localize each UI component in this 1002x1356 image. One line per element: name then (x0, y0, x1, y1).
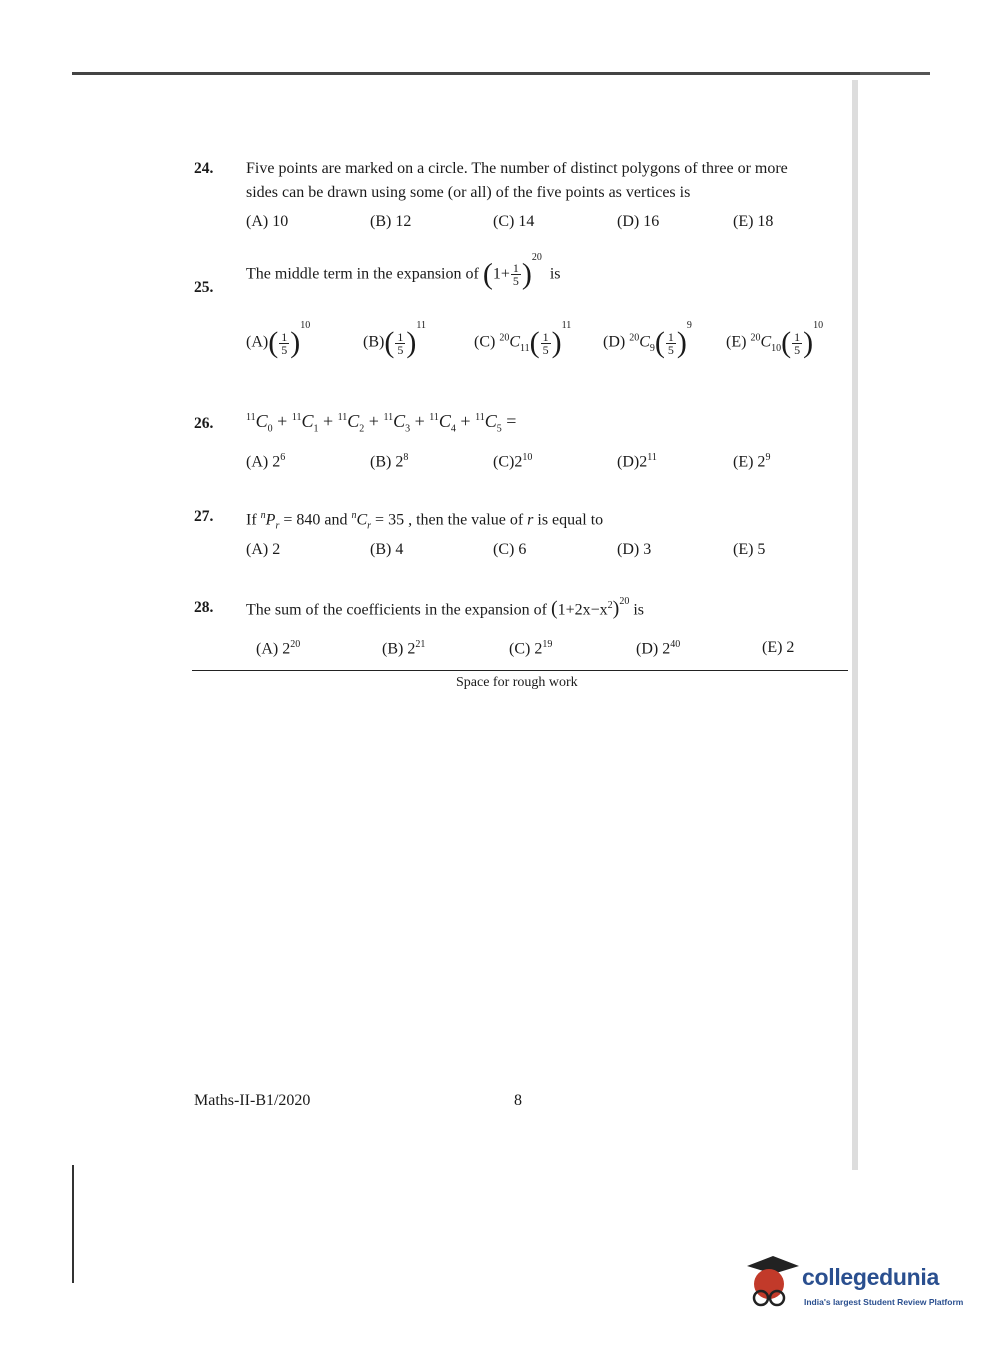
option-d[interactable]: (D) 16 (617, 213, 660, 230)
option-d[interactable]: $(D)2^{11}$ (617, 452, 657, 471)
top-rule (72, 72, 862, 75)
question-25-pre: The middle term in the expansion of (246, 265, 479, 283)
question-number: 26. (194, 415, 214, 432)
option-d[interactable]: (D) $2^{40}$ (636, 639, 681, 658)
option-b[interactable]: (B) $2^8$ (370, 452, 409, 471)
expr-one: 1+ (492, 265, 510, 283)
option-a[interactable]: (A) $2^6$ (246, 452, 286, 471)
option-e[interactable]: (E) 18 (733, 213, 774, 230)
option-e[interactable]: (E) 5 (733, 541, 766, 558)
option-a[interactable]: (A) $2^{20}$ (256, 639, 301, 658)
option-b[interactable]: (B) $2^{21}$ (382, 639, 426, 658)
question-24-line2: sides can be drawn using some (or all) of the five points as vertices is (246, 184, 691, 201)
option-e[interactable]: (E) $^{20}C_{10}$( $\frac{1}{5}$ )$^{10}$ (726, 320, 824, 359)
logo-name: collegedunia (802, 1264, 939, 1290)
question-25-post: is (549, 265, 561, 283)
option-e[interactable]: (E) $2^9$ (733, 452, 771, 471)
question-26-expression: $^{11}C_0 + ^{11}C_1 + ^{11}C_2 + ^{11}C_3 + ^{11}C_4 + ^{11}C_5$ = (246, 411, 517, 435)
section-divider (192, 670, 848, 671)
option-e[interactable]: (E) 2 (762, 639, 795, 656)
option-c[interactable]: (C) 6 (493, 541, 527, 558)
question-number: 25. (194, 279, 214, 296)
question-24-line1: Five points are marked on a circle. The number of distinct polygons of three or more (246, 160, 788, 177)
top-rule-right (860, 72, 930, 75)
fraction: $\frac{1}{5}$ (512, 261, 519, 289)
page-edge-shadow (852, 80, 858, 1170)
option-b[interactable]: (B) 4 (370, 541, 404, 558)
option-d[interactable]: (D) 3 (617, 541, 652, 558)
option-a[interactable]: (A)( $\frac{1}{5}$ )$^{10}$ (246, 320, 311, 359)
page-number: 8 (514, 1092, 522, 1109)
question-number: 28. (194, 599, 214, 616)
option-a[interactable]: (A) 2 (246, 541, 281, 558)
question-27-text: If $^nP_r = 840$ and $^nC_r = 35$ , then the value of r is equal to (246, 510, 604, 532)
question-25-text: The middle term in the expansion of (1+ $\frac{1}{5}$ )$^{20}$ is (246, 252, 561, 291)
question-28-text: The sum of the coefficients in the expansion of $(1+2x-x^2)^{20}$ is (246, 596, 645, 620)
question-number: 27. (194, 508, 214, 525)
collegedunia-logo-icon (743, 1252, 803, 1312)
option-c[interactable]: (C) $^{20}C_{11}$( $\frac{1}{5}$ )$^{11}$ (474, 320, 572, 359)
question-number: 24. (194, 160, 214, 177)
paper-code: Maths-II-B1/2020 (194, 1092, 311, 1109)
option-a[interactable]: (A) 10 (246, 213, 289, 230)
left-edge-line (72, 1165, 74, 1283)
logo-tagline: India's largest Student Review Platform (804, 1297, 964, 1307)
option-b[interactable]: (B) 12 (370, 213, 412, 230)
option-c[interactable]: (C) $2^{19}$ (509, 639, 553, 658)
rough-work-label: Space for rough work (456, 675, 578, 690)
option-d[interactable]: (D) $^{20}C_9$( $\frac{1}{5}$ )$^9$ (603, 320, 692, 359)
option-c[interactable]: $(C)2^{10}$ (493, 452, 533, 471)
option-b[interactable]: (B)( $\frac{1}{5}$ )$^{11}$ (363, 320, 426, 359)
option-c[interactable]: (C) 14 (493, 213, 535, 230)
